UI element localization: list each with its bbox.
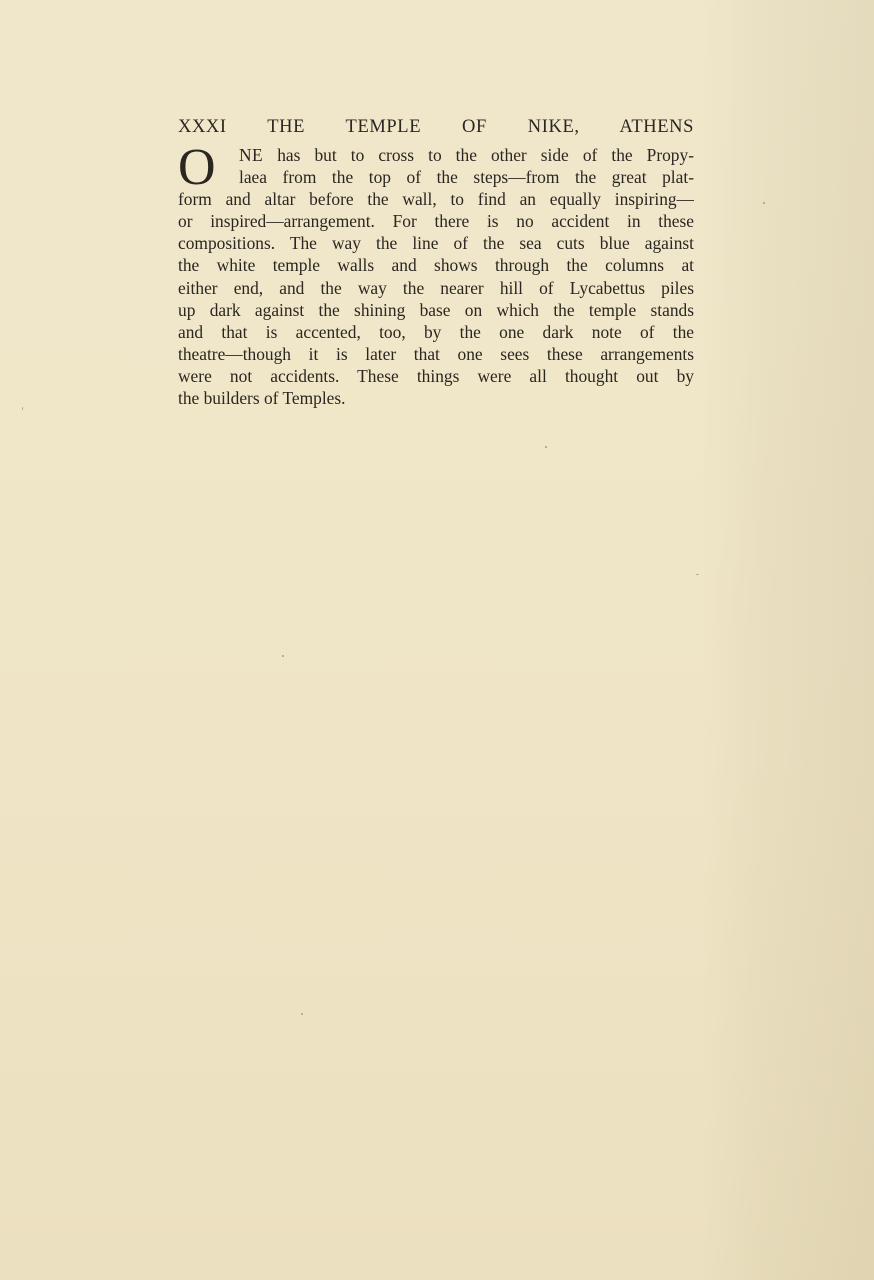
text-line-2: laea from the top of the steps—from the great plat- bbox=[239, 167, 694, 188]
paper-speck bbox=[545, 446, 547, 448]
text-line-3: form and altar before the wall, to find an equally inspiring— bbox=[178, 189, 694, 210]
text-line-12: the builders of Temples. bbox=[178, 388, 346, 409]
text-line-9: and that is accented, too, by the one dark note of the bbox=[178, 321, 694, 342]
first-word-rest: NE bbox=[239, 145, 264, 165]
chapter-text bbox=[178, 139, 694, 409]
text-line-1 bbox=[178, 144, 694, 166]
text-line-10: theatre—though it is later that one sees these arrangements bbox=[178, 343, 694, 364]
paper-speck bbox=[282, 655, 284, 657]
text-line-7: either end, and the way the nearer hill of Lycabettus piles bbox=[178, 277, 694, 298]
chapter-heading: XXXI THE TEMPLE OF NIKE, ATHENS bbox=[178, 117, 694, 137]
text-line-8: up dark against the shining base on which the temple stands bbox=[178, 299, 694, 320]
text-line-4: or inspired—arrangement. For there is no accident in these bbox=[178, 211, 694, 232]
paper-speck bbox=[696, 574, 699, 575]
drop-cap-letter: O bbox=[178, 139, 216, 196]
paper-speck bbox=[301, 1013, 303, 1015]
text-line-5: compositions. The way the line of the sea cuts blue against bbox=[178, 233, 694, 254]
text-line-1-rest: has but to cross to the other side of the Propy- bbox=[263, 145, 694, 165]
text-line-6: the white temple walls and shows through the columns at bbox=[178, 255, 694, 276]
paper-speck bbox=[22, 407, 23, 410]
paper-speck bbox=[763, 202, 765, 204]
text-line-11: were not accidents. These things were all thought out by bbox=[178, 365, 694, 386]
